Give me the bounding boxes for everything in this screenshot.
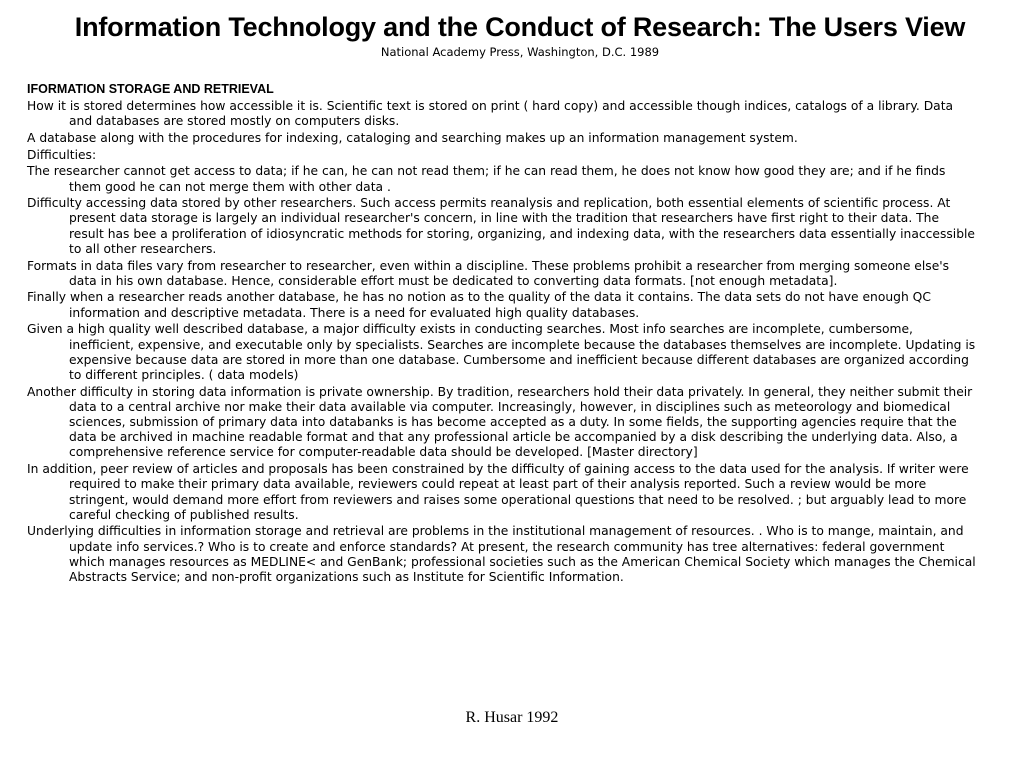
paragraph-peer-review: In addition, peer review of articles and proposals has been constrained by the difficulty of gaining access to the data used for the analysis. If writer were required to make their primary data available, reviewers could repeat at least part of their analysis reported. Such a review would be more stringent, would demand more effort from reviewers and raises some operational questions that need to be resolved. ; but arguably lead to more careful checking of published results.	[27, 462, 969, 522]
page-title: Information Technology and the Conduct of Research: The Users View	[74, 12, 966, 42]
paragraph-information-management-system: A database along with the procedures for indexing, cataloging and searching makes up an information management system.	[27, 130, 798, 145]
paragraph-accessing-others-data: Difficulty accessing data stored by other researchers. Such access permits reanalysis and replication, both essential elements of scientific process. At present data storage is largely an individual researcher's concern, in line with the tradition that researchers have first right to their data. The result has bee a proliferation of idiosyncratic methods for storing, organizing, and indexing data, with the researchers data essentially inaccessible to all other researchers.	[27, 196, 975, 256]
body-text	[27, 99, 977, 587]
paragraph-private-ownership: Another difficulty in storing data information is private ownership. By tradition, researchers hold their data privately. In general, they neither submit their data to a central archive nor make their data available via computer. Increasingly, however, in disciplines such as meteorology and biomedical sciences, submission of primary data into databanks is has become accepted as a duty. In some fields, the supporting agencies require that the data be archived in machine readable format and that any professional article be accompanied by a disk describing the underlying data. Also, a comprehensive reference service for computer-readable data should be developed. [Master directory]	[27, 384, 973, 460]
paragraph-data-quality: Finally when a researcher reads another database, he has no notion as to the quality of the data it contains. The data sets do not have enough QC information and descriptive metadata. There is a need for evaluated high quality databases.	[27, 290, 931, 320]
paragraph-data-formats: Formats in data files vary from researcher to researcher, even within a discipline. These problems prohibit a researcher from merging someone else's data in his own database. Hence, considerable effort must be dedicated to converting data formats. [not enough metadata].	[27, 258, 950, 288]
footer-credit: R. Husar 1992	[465, 709, 559, 726]
paragraph-data-access: The researcher cannot get access to data; if he can, he can not read them; if he can read them, he does not know how good they are; and if he finds them good he can not merge them with other data .	[27, 164, 946, 194]
paragraph-institutional-management: Underlying difficulties in information storage and retrieval are problems in the institutional management of resources. . Who is to mange, maintain, and update info services.? Who is to create and enforce standards? At present, the research community has tree alternatives: federal government which manages resources as MEDLINE< and GenBank; professional societies such as the American Chemical Society which manages the Chemical Abstracts Service; and non-profit organizations such as Institute for Scientific Information.	[27, 524, 976, 585]
section-heading: IFORMATION STORAGE AND RETRIEVAL	[27, 82, 274, 96]
page-subtitle: National Academy Press, Washington, D.C. 1989	[380, 45, 660, 59]
paragraph-difficulties-label: Difficulties:	[27, 147, 97, 162]
paragraph-storage-accessibility: How it is stored determines how accessible it is. Scientific text is stored on print ( hard copy) and accessible though indices, catalogs of a library. Data and databases are stored mostly on computers disks.	[27, 99, 954, 129]
paragraph-searches: Given a high quality well described database, a major difficulty exists in conducting searches. Most info searches are incomplete, cumbersome, inefficient, expensive, and executable only by specialists. Searches are incomplete because the databases themselves are incomplete. Updating is expensive because data are stored in more than one database. Cumbersome and inefficient because different databases are organized according to different principles. ( data models)	[27, 322, 976, 382]
